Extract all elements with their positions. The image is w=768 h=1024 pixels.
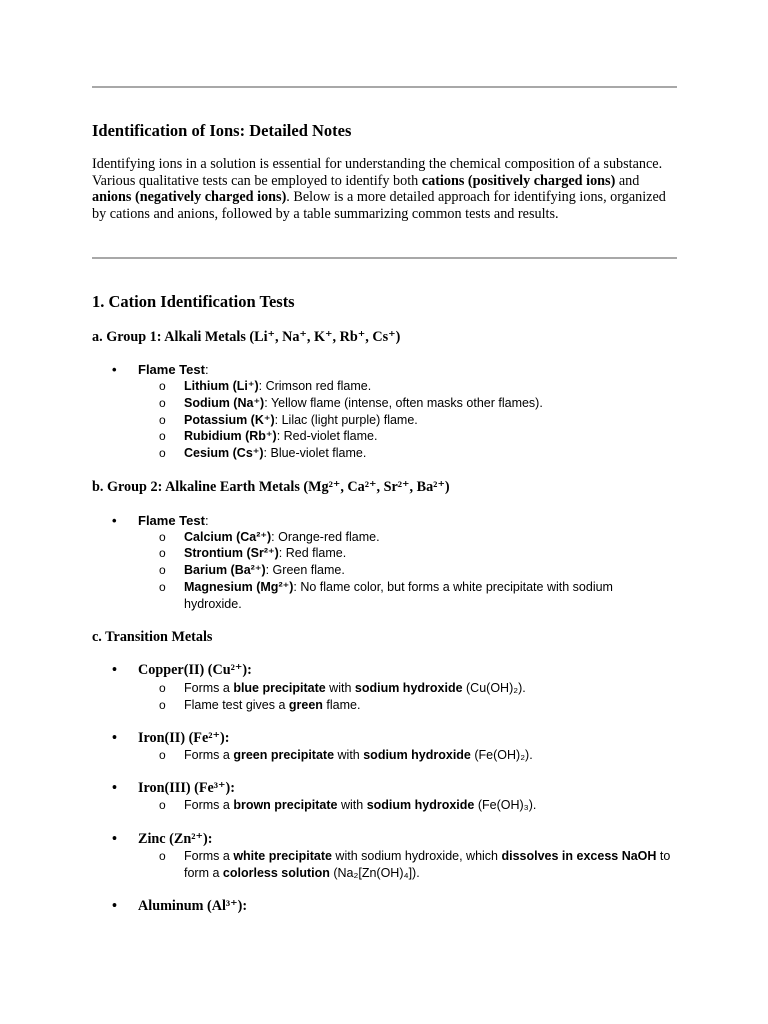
bullet-icon: •	[112, 831, 117, 847]
circle-bullet-icon: o	[159, 849, 166, 863]
document-title: Identification of Ions: Detailed Notes	[92, 121, 352, 140]
circle-bullet-icon: o	[159, 580, 166, 594]
circle-bullet-icon: o	[159, 681, 166, 695]
circle-bullet-icon: o	[159, 748, 166, 762]
intro-paragraph: Identifying ions in a solution is essential for understanding the chemical composition of a substance. Various qualitative tests can be employed to identify both cations (positively charged ions) and anions (negatively charged ions). Below is a more detailed approach for identifying ions, organized by cations and anions, followed by a table summarizing common tests and results.	[92, 156, 666, 222]
group1-heading: a. Group 1: Alkali Metals (Li⁺, Na⁺, K⁺, Rb⁺, Cs⁺)	[92, 329, 401, 345]
bullet-icon: •	[112, 898, 117, 914]
circle-bullet-icon: o	[159, 798, 166, 812]
bullet-icon: •	[112, 513, 117, 528]
bullet-icon: •	[112, 362, 117, 377]
circle-bullet-icon: o	[159, 698, 166, 712]
circle-bullet-icon: o	[159, 396, 166, 410]
circle-bullet-icon: o	[159, 546, 166, 560]
transition-heading: c. Transition Metals	[92, 629, 213, 645]
circle-bullet-icon: o	[159, 446, 166, 460]
circle-bullet-icon: o	[159, 429, 166, 443]
bullet-icon: •	[112, 780, 117, 796]
top-divider	[92, 86, 677, 88]
circle-bullet-icon: o	[159, 413, 166, 427]
circle-bullet-icon: o	[159, 379, 166, 393]
circle-bullet-icon: o	[159, 563, 166, 577]
circle-bullet-icon: o	[159, 530, 166, 544]
section-heading-cations: 1. Cation Identification Tests	[92, 292, 295, 311]
bullet-icon: •	[112, 730, 117, 746]
group2-heading: b. Group 2: Alkaline Earth Metals (Mg²⁺, Ca²⁺, Sr²⁺, Ba²⁺)	[92, 479, 450, 495]
section-divider	[92, 257, 677, 259]
bullet-icon: •	[112, 662, 117, 678]
